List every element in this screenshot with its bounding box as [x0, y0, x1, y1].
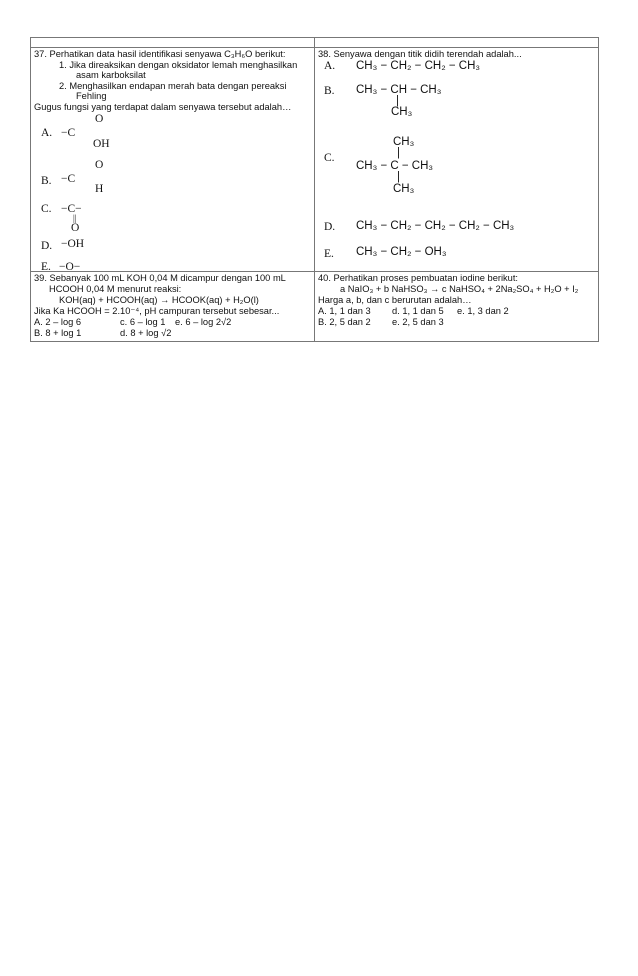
option-c-bond-2: |	[397, 171, 400, 183]
option-e-formula: CH₃ − CH₂ − OH₃	[356, 246, 447, 258]
q37-item-2: 2. Menghasilkan endapan merah bata dengan pereaksi	[59, 81, 287, 91]
q37-question: Gugus fungsi yang terdapat dalam senyawa tersebut adalah…	[34, 102, 292, 112]
option-a-label: A.	[41, 127, 53, 139]
option-b: B. 8 + log 1	[34, 328, 82, 338]
option-c-bond: ||	[73, 213, 77, 223]
q40-line: 40. Perhatikan proses pembuatan iodine berikut:	[318, 273, 519, 283]
option-e-label: E.	[324, 248, 334, 260]
option-c-top: CH₃	[393, 136, 415, 148]
option-e: e. 6 – log 2√2	[175, 317, 232, 327]
option-a-label: A.	[324, 60, 336, 72]
option-d-formula: CH₃ − CH₂ − CH₂ − CH₂ − CH₃	[356, 220, 515, 232]
option-c-formula: CH₃ − C − CH₃	[356, 160, 434, 172]
option-d: d. 1, 1 dan 5	[392, 306, 444, 316]
q39-question: Jika Ka HCOOH = 2.10⁻⁴, pH campuran tersebut sebesar...	[34, 306, 280, 316]
option-a: A. 1, 1 dan 3	[318, 306, 371, 316]
option-d: d. 8 + log √2	[120, 328, 172, 338]
option-d-label: D.	[41, 240, 53, 252]
option-a: A. 2 – log 6	[34, 317, 82, 327]
q38-stem: 38. Senyawa dengan titik didih terendah adalah...	[318, 49, 522, 59]
q40-question: Harga a, b, dan c berurutan adalah…	[318, 295, 472, 305]
q37-item-1: 1. Jika direaksikan dengan oksidator lemah menghasilkan	[59, 60, 298, 70]
option-d-label: D.	[324, 221, 336, 233]
option-c-label: C.	[324, 152, 335, 164]
option-a-formula: −C	[61, 127, 76, 139]
option-b-h: H	[95, 183, 104, 195]
option-c-label: C.	[41, 203, 52, 215]
option-c: c. 6 – log 1	[120, 317, 166, 327]
option-b-bond: |	[396, 95, 399, 107]
option-d-formula: −OH	[61, 238, 85, 250]
option-b-formula: −C	[61, 173, 76, 185]
q40-reaction: a NaIO₃ + b NaHSO₃ → c NaHSO₄ + 2Na₂SO₄ + H₂O + I₂	[340, 284, 579, 294]
q37-item-1-cont: asam karboksilat	[76, 70, 146, 80]
option-b-label: B.	[41, 175, 52, 187]
option-c-oxygen: O	[71, 222, 80, 234]
option-c-bottom: CH₃	[393, 183, 415, 195]
option-c-bond: |	[397, 147, 400, 159]
option-b-formula: CH₃ − CH − CH₃	[356, 84, 442, 96]
option-b: B. 2, 5 dan 2	[318, 317, 371, 327]
option-a-oxygen: O	[95, 113, 104, 125]
option-e-2: e. 2, 5 dan 3	[392, 317, 444, 327]
option-b-branch: CH₃	[391, 106, 413, 118]
option-c-formula: −C−	[61, 203, 82, 215]
q39-line: 39. Sebanyak 100 mL KOH 0,04 M dicampur dengan 100 mL	[34, 273, 286, 283]
q37-item-2-cont: Fehling	[76, 91, 107, 101]
question-table	[30, 37, 599, 342]
option-e-formula: −O−	[59, 261, 81, 273]
option-e-label: E.	[41, 261, 51, 273]
option-b-label: B.	[324, 85, 335, 97]
q39-line: HCOOH 0,04 M menurut reaksi:	[49, 284, 182, 294]
q37-stem: 37. Perhatikan data hasil identifikasi senyawa C₃H₆O berikut:	[34, 49, 286, 59]
option-e: e. 1, 3 dan 2	[457, 306, 509, 316]
option-b-oxygen: O	[95, 159, 104, 171]
option-a-oh: OH	[93, 138, 110, 150]
q39-reaction: KOH(aq) + HCOOH(aq) → HCOOK(aq) + H₂O(l)	[59, 295, 259, 305]
option-a-formula: CH₃ − CH₂ − CH₂ − CH₃	[356, 60, 481, 72]
divider	[314, 38, 315, 341]
